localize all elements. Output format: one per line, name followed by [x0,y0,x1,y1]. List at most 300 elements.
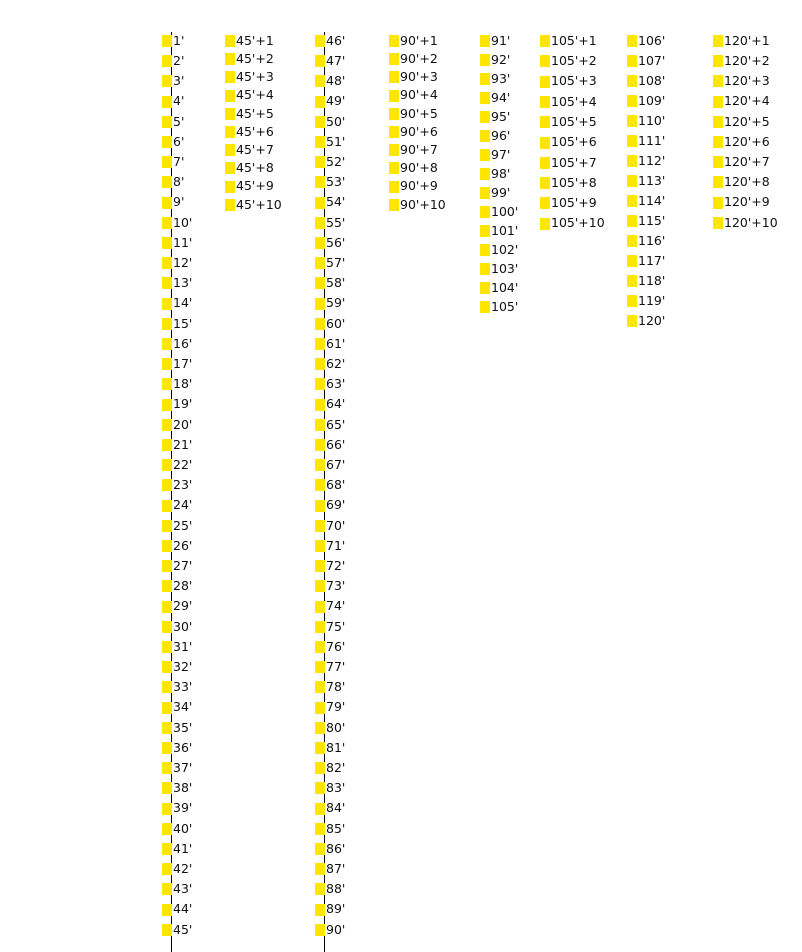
yellow-square-marker-icon [162,702,172,714]
minute-marker [162,233,192,253]
minute-label: 44' [173,901,193,917]
minute-marker [315,576,345,596]
minute-label: 38' [173,780,193,796]
minute-marker [713,172,770,192]
yellow-square-marker-icon [540,177,550,189]
yellow-square-marker-icon [162,883,172,895]
yellow-square-marker-icon [162,722,172,734]
minute-marker [315,556,345,576]
yellow-square-marker-icon [315,378,325,390]
minute-label: 105'+6 [551,134,597,150]
yellow-square-marker-icon [713,96,723,108]
yellow-square-marker-icon [480,54,490,66]
yellow-square-marker-icon [389,35,399,47]
minute-marker [315,597,345,617]
minute-marker [713,31,770,51]
yellow-square-marker-icon [315,722,325,734]
minute-label: 65' [326,416,346,432]
minute-marker [540,193,597,213]
yellow-square-marker-icon [162,419,172,431]
minute-marker [162,435,192,455]
minute-label: 3' [173,73,185,89]
minute-marker [315,718,345,738]
minute-label: 83' [326,780,346,796]
minute-label: 118' [638,272,666,288]
minute-marker [315,496,345,516]
yellow-square-marker-icon [315,55,325,67]
minute-label: 90'+1 [400,32,438,48]
minute-marker [540,153,597,173]
minute-marker [162,172,184,192]
minute-marker [389,49,438,69]
minute-marker [540,214,605,234]
minute-marker [627,151,665,171]
minute-label: 108' [638,72,666,88]
minute-label: 69' [326,497,346,513]
minute-label: 119' [638,292,666,308]
minute-marker [480,297,518,317]
yellow-square-marker-icon [162,439,172,451]
minute-marker [162,617,192,637]
minute-marker [162,496,192,516]
yellow-square-marker-icon [315,782,325,794]
minute-marker [627,51,665,71]
yellow-square-marker-icon [162,459,172,471]
minute-label: 41' [173,840,193,856]
yellow-square-marker-icon [627,255,637,267]
minute-marker [162,879,192,899]
minute-label: 54' [326,194,346,210]
minute-marker [162,778,192,798]
minute-label: 18' [173,376,193,392]
minute-label: 87' [326,860,346,876]
yellow-square-marker-icon [162,762,172,774]
minute-label: 90'+10 [400,196,446,212]
minute-label: 117' [638,252,666,268]
yellow-square-marker-icon [315,96,325,108]
minute-label: 105'+9 [551,195,597,211]
yellow-square-marker-icon [627,215,637,227]
minute-label: 53' [326,174,346,190]
yellow-square-marker-icon [315,318,325,330]
minute-label: 21' [173,436,193,452]
yellow-square-marker-icon [315,823,325,835]
yellow-square-marker-icon [225,53,235,65]
yellow-square-marker-icon [713,116,723,128]
yellow-square-marker-icon [627,35,637,47]
yellow-square-marker-icon [162,479,172,491]
yellow-square-marker-icon [162,681,172,693]
minute-marker [162,677,192,697]
minute-marker [389,104,438,124]
yellow-square-marker-icon [315,439,325,451]
minute-label: 86' [326,840,346,856]
yellow-square-marker-icon [480,168,490,180]
yellow-square-marker-icon [162,904,172,916]
minute-marker [162,31,184,51]
minute-marker [162,51,184,71]
minute-marker [162,395,192,415]
minute-label: 120' [638,312,666,328]
yellow-square-marker-icon [315,75,325,87]
minute-marker [627,131,665,151]
minute-label: 32' [173,658,193,674]
yellow-square-marker-icon [713,156,723,168]
minute-label: 46' [326,32,346,48]
yellow-square-marker-icon [162,500,172,512]
minute-label: 90'+9 [400,178,438,194]
minute-marker [480,88,510,108]
minute-label: 89' [326,901,346,917]
minute-label: 95' [491,108,511,124]
minute-label: 56' [326,234,346,250]
minute-label: 7' [173,153,185,169]
minute-marker [315,536,345,556]
minute-label: 68' [326,477,346,493]
minute-marker [315,819,345,839]
yellow-square-marker-icon [713,136,723,148]
minute-label: 5' [173,113,185,129]
minute-marker [315,152,345,172]
yellow-square-marker-icon [162,277,172,289]
minute-label: 105'+1 [551,32,597,48]
minute-label: 22' [173,456,193,472]
yellow-square-marker-icon [540,157,550,169]
minute-label: 84' [326,800,346,816]
minute-label: 74' [326,598,346,614]
minute-label: 120'+2 [724,52,770,68]
minute-marker [480,240,518,260]
minute-marker [627,91,665,111]
minute-label: 27' [173,557,193,573]
minute-marker [225,49,274,69]
yellow-square-marker-icon [162,782,172,794]
minute-marker [162,698,192,718]
minute-label: 120'+5 [724,113,770,129]
minute-marker [389,140,438,160]
yellow-square-marker-icon [540,116,550,128]
minute-marker [315,294,345,314]
minute-label: 36' [173,739,193,755]
minute-marker [225,86,274,106]
minute-marker [480,69,510,89]
minute-label: 98' [491,165,511,181]
minute-label: 76' [326,638,346,654]
minute-label: 93' [491,70,511,86]
minute-marker [480,221,518,241]
yellow-square-marker-icon [389,199,399,211]
minute-label: 45' [173,921,193,937]
yellow-square-marker-icon [162,399,172,411]
minute-label: 116' [638,232,666,248]
yellow-square-marker-icon [315,257,325,269]
minute-marker [315,112,345,132]
yellow-square-marker-icon [540,197,550,209]
yellow-square-marker-icon [315,681,325,693]
minute-marker [162,597,192,617]
minute-label: 100' [491,203,519,219]
minute-label: 90'+7 [400,141,438,157]
minute-marker [315,334,345,354]
yellow-square-marker-icon [162,197,172,209]
yellow-square-marker-icon [315,742,325,754]
minute-marker [225,140,274,160]
minute-marker [315,92,345,112]
minute-marker [162,475,192,495]
minute-label: 45'+5 [236,105,274,121]
yellow-square-marker-icon [540,137,550,149]
minute-label: 64' [326,396,346,412]
yellow-square-marker-icon [162,924,172,936]
minute-marker [540,173,597,193]
minute-label: 81' [326,739,346,755]
minute-marker [627,311,665,331]
minute-label: 90'+3 [400,69,438,85]
yellow-square-marker-icon [162,540,172,552]
minute-label: 105'+7 [551,154,597,170]
minute-marker [315,516,345,536]
yellow-square-marker-icon [315,277,325,289]
minute-marker [162,92,184,112]
yellow-square-marker-icon [480,282,490,294]
minute-marker [162,859,192,879]
minute-label: 4' [173,93,185,109]
yellow-square-marker-icon [162,217,172,229]
yellow-square-marker-icon [315,621,325,633]
yellow-square-marker-icon [540,35,550,47]
minute-label: 70' [326,517,346,533]
minute-label: 80' [326,719,346,735]
yellow-square-marker-icon [315,702,325,714]
minute-marker [389,31,438,51]
yellow-square-marker-icon [225,181,235,193]
minute-label: 23' [173,477,193,493]
minute-label: 120'+8 [724,174,770,190]
yellow-square-marker-icon [162,136,172,148]
minute-label: 45'+3 [236,69,274,85]
minute-marker [315,799,345,819]
minute-label: 33' [173,679,193,695]
minute-marker [389,86,438,106]
minute-label: 105'+2 [551,53,597,69]
yellow-square-marker-icon [389,108,399,120]
yellow-square-marker-icon [480,301,490,313]
minute-marker [389,67,438,87]
minute-marker [713,132,770,152]
yellow-square-marker-icon [713,55,723,67]
minute-marker [480,107,510,127]
minute-label: 10' [173,214,193,230]
minute-marker [315,395,345,415]
minute-marker [627,191,665,211]
minute-marker [480,278,518,298]
minute-label: 55' [326,214,346,230]
minute-label: 105'+10 [551,215,605,231]
yellow-square-marker-icon [315,580,325,592]
yellow-square-marker-icon [315,843,325,855]
yellow-square-marker-icon [315,560,325,572]
minute-marker [315,172,345,192]
minute-label: 14' [173,295,193,311]
minute-label: 103' [491,260,519,276]
minute-marker [315,354,345,374]
yellow-square-marker-icon [162,621,172,633]
minute-label: 45'+6 [236,123,274,139]
minute-label: 11' [173,234,193,250]
minute-label: 75' [326,618,346,634]
yellow-square-marker-icon [389,126,399,138]
minute-label: 29' [173,598,193,614]
yellow-square-marker-icon [162,237,172,249]
minute-marker [162,152,184,172]
minute-label: 61' [326,335,346,351]
minute-marker [389,158,438,178]
minute-marker [315,839,345,859]
yellow-square-marker-icon [627,115,637,127]
minute-marker [713,92,770,112]
yellow-square-marker-icon [315,338,325,350]
minute-label: 91' [491,32,511,48]
minute-label: 120'+4 [724,93,770,109]
minute-label: 90'+5 [400,105,438,121]
yellow-square-marker-icon [480,206,490,218]
minute-marker [162,839,192,859]
yellow-square-marker-icon [389,144,399,156]
minute-marker [315,213,345,233]
yellow-square-marker-icon [713,35,723,47]
yellow-square-marker-icon [225,108,235,120]
minute-marker [315,758,345,778]
minute-marker [480,259,518,279]
yellow-square-marker-icon [627,95,637,107]
yellow-square-marker-icon [627,315,637,327]
yellow-square-marker-icon [315,661,325,673]
minute-label: 120'+6 [724,133,770,149]
minute-marker [162,374,192,394]
minute-marker [315,132,345,152]
minute-marker [389,177,438,197]
minute-marker [162,213,192,233]
yellow-square-marker-icon [162,176,172,188]
yellow-square-marker-icon [315,217,325,229]
minute-marker [713,193,770,213]
yellow-square-marker-icon [713,217,723,229]
yellow-square-marker-icon [389,162,399,174]
minute-marker [315,314,345,334]
minute-label: 90'+4 [400,87,438,103]
yellow-square-marker-icon [480,225,490,237]
minute-label: 112' [638,152,666,168]
minute-label: 115' [638,212,666,228]
yellow-square-marker-icon [315,500,325,512]
minute-label: 94' [491,89,511,105]
yellow-square-marker-icon [627,175,637,187]
minute-marker [315,617,345,637]
minute-label: 111' [638,132,666,148]
minute-marker [225,104,274,124]
minute-marker [315,778,345,798]
minute-label: 8' [173,174,185,190]
yellow-square-marker-icon [162,742,172,754]
yellow-square-marker-icon [713,197,723,209]
minute-marker [480,164,510,184]
minute-marker [480,183,510,203]
minute-marker [162,920,192,940]
minute-marker [627,251,665,271]
minute-label: 99' [491,184,511,200]
yellow-square-marker-icon [162,116,172,128]
yellow-square-marker-icon [315,863,325,875]
yellow-square-marker-icon [480,263,490,275]
yellow-square-marker-icon [162,257,172,269]
minute-label: 19' [173,396,193,412]
minute-label: 77' [326,658,346,674]
minute-marker [540,31,597,51]
yellow-square-marker-icon [480,149,490,161]
minute-marker [162,354,192,374]
minute-marker [162,718,192,738]
minute-marker [225,158,274,178]
minute-label: 2' [173,52,185,68]
yellow-square-marker-icon [627,55,637,67]
minute-marker [225,177,274,197]
minute-label: 105'+5 [551,113,597,129]
minute-label: 110' [638,112,666,128]
yellow-square-marker-icon [315,520,325,532]
yellow-square-marker-icon [315,803,325,815]
yellow-square-marker-icon [162,803,172,815]
minute-label: 24' [173,497,193,513]
yellow-square-marker-icon [162,378,172,390]
minute-marker [162,819,192,839]
minute-label: 25' [173,517,193,533]
minute-marker [627,31,665,51]
minute-label: 48' [326,73,346,89]
minute-label: 85' [326,820,346,836]
yellow-square-marker-icon [540,76,550,88]
yellow-square-marker-icon [389,53,399,65]
minute-marker [315,859,345,879]
minute-label: 90' [326,921,346,937]
minute-marker [162,657,192,677]
minute-marker [315,71,345,91]
yellow-square-marker-icon [315,298,325,310]
yellow-square-marker-icon [480,92,490,104]
minute-label: 40' [173,820,193,836]
minute-label: 45'+10 [236,196,282,212]
minute-marker [315,698,345,718]
yellow-square-marker-icon [315,156,325,168]
minute-marker [540,112,597,132]
yellow-square-marker-icon [315,479,325,491]
yellow-square-marker-icon [315,762,325,774]
minute-marker [315,253,345,273]
yellow-square-marker-icon [480,130,490,142]
yellow-square-marker-icon [162,55,172,67]
minute-label: 45'+7 [236,141,274,157]
minute-label: 17' [173,355,193,371]
minute-label: 45'+9 [236,178,274,194]
minute-marker [480,145,510,165]
yellow-square-marker-icon [162,35,172,47]
minute-label: 12' [173,254,193,270]
minute-marker [162,536,192,556]
yellow-square-marker-icon [162,96,172,108]
minute-label: 97' [491,146,511,162]
minute-label: 45'+8 [236,160,274,176]
yellow-square-marker-icon [540,96,550,108]
yellow-square-marker-icon [162,338,172,350]
